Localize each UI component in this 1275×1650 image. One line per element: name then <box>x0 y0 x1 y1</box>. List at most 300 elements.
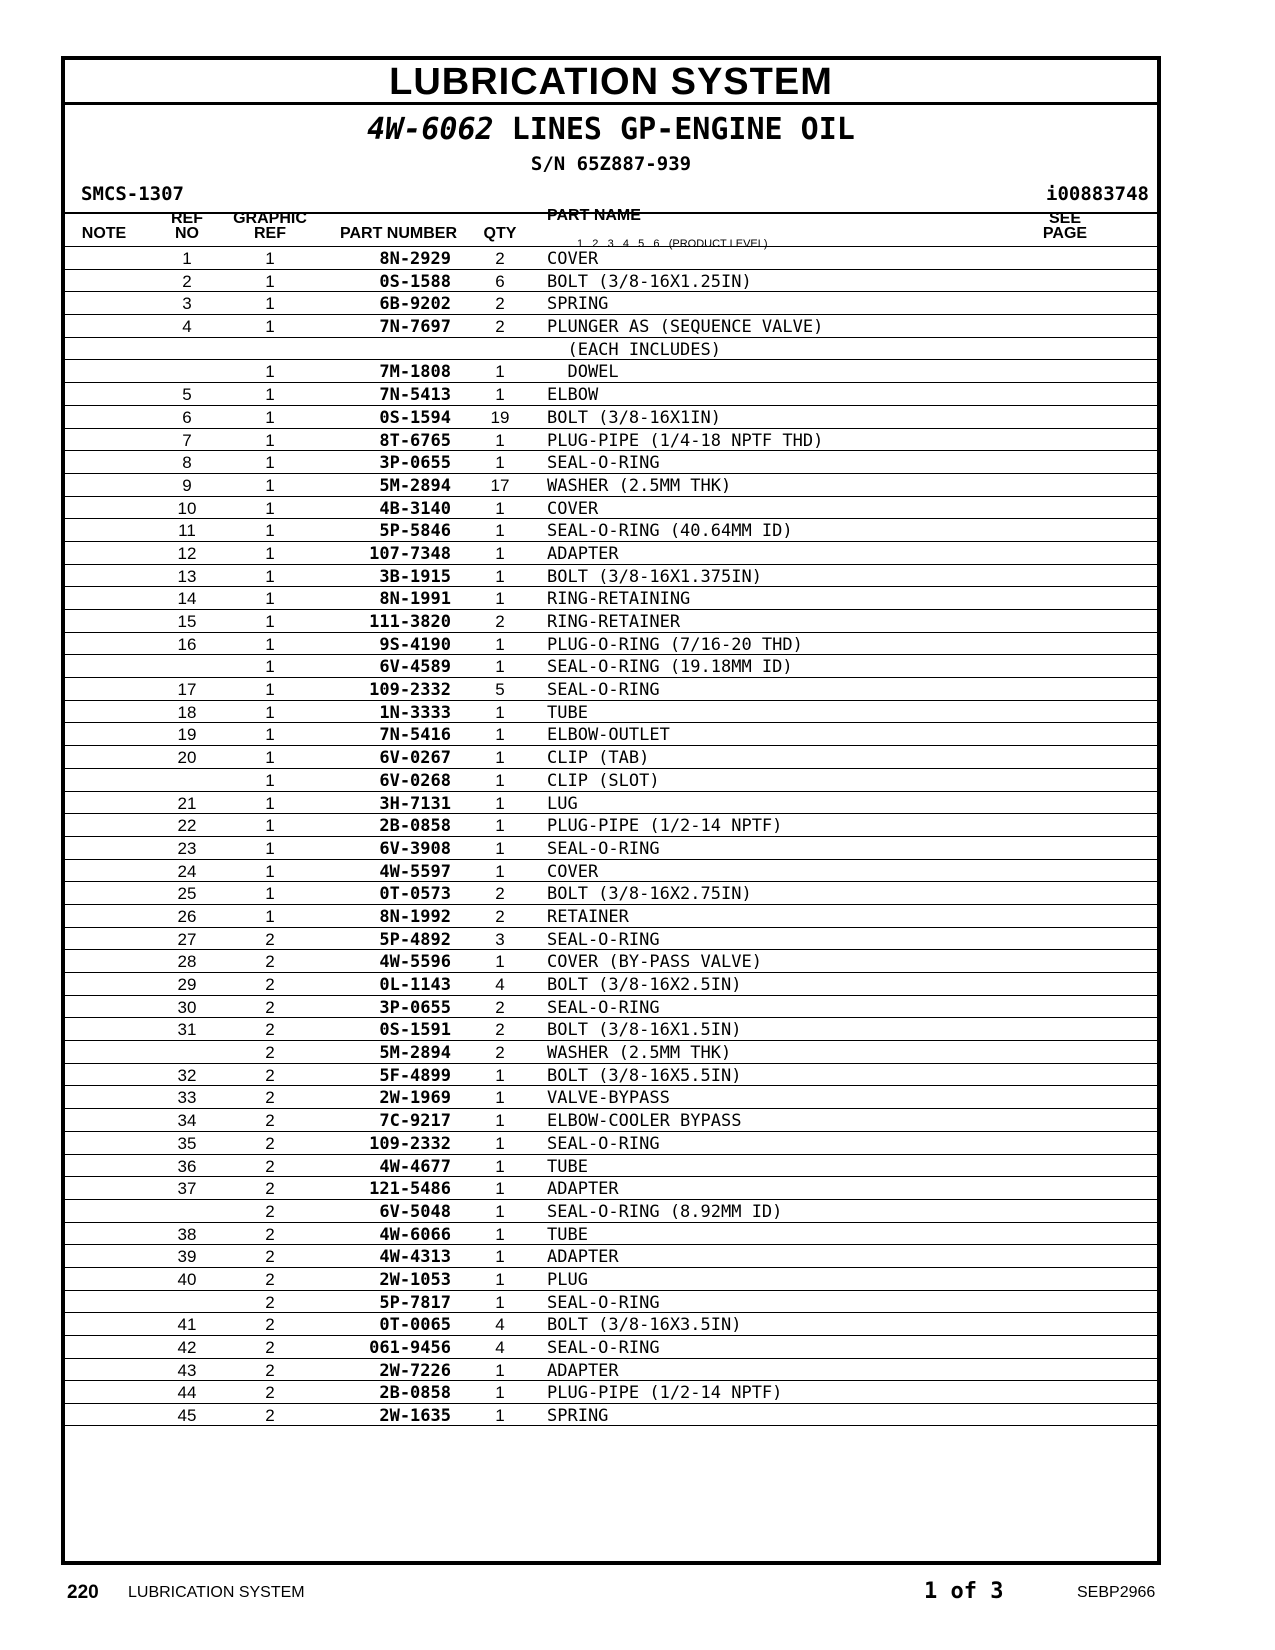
part-number-cell: 4W-6066 <box>379 1224 451 1245</box>
graphic-ref-cell: 1 <box>265 453 275 473</box>
part-number-cell: 7N-5413 <box>379 385 451 406</box>
graphic-ref-cell: 2 <box>265 1088 275 1108</box>
graphic-ref-cell: 1 <box>265 793 275 813</box>
part-number-cell: 3H-7131 <box>379 793 451 814</box>
qty-cell: 1 <box>495 453 505 473</box>
ref-no-cell: 33 <box>177 1088 197 1108</box>
table-row <box>65 1176 1157 1199</box>
part-number-cell: 3B-1915 <box>379 566 451 587</box>
col-see-page: PAGE <box>1042 225 1088 242</box>
table-row <box>65 609 1157 632</box>
ref-no-cell: 38 <box>177 1224 197 1244</box>
part-number-cell: 7M-1808 <box>379 362 451 383</box>
part-name-cell: ELBOW <box>547 385 599 406</box>
ref-no-cell: 23 <box>177 838 197 858</box>
graphic-ref-cell: 1 <box>265 521 275 541</box>
ref-no-cell: 24 <box>177 861 197 881</box>
qty-cell: 1 <box>495 657 505 677</box>
table-row <box>65 291 1157 314</box>
footer-page-of: 1 of 3 <box>924 1579 1004 1604</box>
footer-section: LUBRICATION SYSTEM <box>128 1584 305 1601</box>
table-row <box>65 1063 1157 1086</box>
qty-cell: 1 <box>495 702 505 722</box>
ref-no-cell: 27 <box>177 929 197 949</box>
col-ref: REF <box>171 210 203 227</box>
ref-no-cell: 39 <box>177 1247 197 1267</box>
table-row <box>65 518 1157 541</box>
table-row <box>65 450 1157 473</box>
graphic-ref-cell: 1 <box>265 407 275 427</box>
graphic-ref-cell: 2 <box>265 1360 275 1380</box>
ref-no-cell: 22 <box>177 816 197 836</box>
qty-cell: 1 <box>495 1201 505 1221</box>
group-title <box>65 112 1157 148</box>
ref-no-cell: 43 <box>177 1360 197 1380</box>
graphic-ref-cell: 2 <box>265 1111 275 1131</box>
qty-cell: 1 <box>495 770 505 790</box>
part-number-cell: 2W-1053 <box>379 1269 451 1290</box>
part-name-cell: ELBOW-OUTLET <box>547 725 670 746</box>
qty-cell: 1 <box>495 498 505 518</box>
graphic-ref-cell: 2 <box>265 1224 275 1244</box>
ref-no-cell: 18 <box>177 702 197 722</box>
part-number-cell: 0T-0573 <box>379 884 451 905</box>
illustration-id: i00883748 <box>1046 183 1149 205</box>
part-number-cell: 4W-5597 <box>379 861 451 882</box>
ref-no-cell: 45 <box>177 1406 197 1426</box>
qty-cell: 1 <box>495 1065 505 1085</box>
graphic-ref-cell: 1 <box>265 861 275 881</box>
part-name-cell: ADAPTER <box>547 1360 619 1381</box>
table-row <box>65 836 1157 859</box>
col-graphic: GRAPHIC <box>233 210 307 227</box>
qty-cell: 1 <box>495 589 505 609</box>
part-name-cell: SEAL-O-RING <box>547 1133 660 1154</box>
col-ref-no: NO <box>175 225 199 242</box>
table-row <box>65 473 1157 496</box>
table-row <box>65 904 1157 927</box>
table-row <box>65 1017 1157 1040</box>
graphic-ref-cell: 1 <box>265 249 275 268</box>
part-number-cell: 7N-5416 <box>379 725 451 746</box>
part-name-cell: BOLT (3/8-16X3.5IN) <box>547 1315 742 1336</box>
ref-no-cell: 8 <box>182 453 192 473</box>
ref-no-cell: 21 <box>177 793 197 813</box>
footer-page-number: 220 <box>67 1582 99 1603</box>
qty-cell: 1 <box>495 566 505 586</box>
qty-cell: 19 <box>490 407 510 427</box>
graphic-ref-cell: 1 <box>265 634 275 654</box>
part-number-cell: 8T-6765 <box>379 430 451 451</box>
part-number-cell: 2W-1969 <box>379 1088 451 1109</box>
ref-no-cell: 4 <box>182 317 192 337</box>
table-row <box>65 382 1157 405</box>
ref-no-cell: 1 <box>182 249 192 268</box>
table-row <box>65 859 1157 882</box>
graphic-ref-cell: 1 <box>265 362 275 382</box>
graphic-ref-cell: 2 <box>265 1043 275 1063</box>
qty-cell: 2 <box>495 997 505 1017</box>
part-name-cell: WASHER (2.5MM THK) <box>547 475 732 496</box>
table-row <box>65 405 1157 428</box>
table-row <box>65 1380 1157 1403</box>
graphic-ref-cell: 1 <box>265 680 275 700</box>
part-number-cell: 4W-4677 <box>379 1156 451 1177</box>
ref-no-cell: 17 <box>177 680 197 700</box>
part-number-cell: 6V-5048 <box>379 1201 451 1222</box>
part-name-cell: ADAPTER <box>547 543 619 564</box>
ref-no-cell: 6 <box>182 407 192 427</box>
part-number-cell: 2B-0858 <box>379 1383 451 1404</box>
table-row <box>65 1312 1157 1335</box>
part-name-cell: COVER <box>547 249 599 269</box>
graphic-ref-cell: 1 <box>265 816 275 836</box>
part-number-cell: 2B-0858 <box>379 816 451 837</box>
part-name-cell: BOLT (3/8-16X2.75IN) <box>547 884 752 905</box>
graphic-ref-cell: 2 <box>265 1269 275 1289</box>
table-row <box>65 496 1157 519</box>
qty-cell: 1 <box>495 1111 505 1131</box>
part-name-cell: BOLT (3/8-16X5.5IN) <box>547 1065 742 1086</box>
qty-cell: 2 <box>495 612 505 631</box>
graphic-ref-cell: 2 <box>265 1315 275 1335</box>
part-name-cell: RETAINER <box>547 906 629 927</box>
part-name-cell: LUG <box>547 793 578 814</box>
table-row <box>65 314 1157 337</box>
part-number-cell: 4W-4313 <box>379 1247 451 1268</box>
part-number-cell: 5F-4899 <box>379 1065 451 1086</box>
part-number-cell: 7N-7697 <box>379 317 451 338</box>
qty-cell: 1 <box>495 385 505 405</box>
table-row <box>65 1040 1157 1063</box>
table-row <box>65 1244 1157 1267</box>
graphic-ref-cell: 1 <box>265 702 275 722</box>
table-row <box>65 359 1157 382</box>
table-row <box>65 1267 1157 1290</box>
graphic-ref-cell: 2 <box>265 1201 275 1221</box>
part-number-cell: 6B-9202 <box>379 294 451 315</box>
qty-cell: 1 <box>495 1383 505 1403</box>
part-name-cell: DOWEL <box>547 362 619 383</box>
table-row <box>65 428 1157 451</box>
ref-no-cell: 31 <box>177 1020 197 1040</box>
part-name-cell: RING-RETAINING <box>547 589 691 610</box>
graphic-ref-cell: 2 <box>265 1133 275 1153</box>
qty-cell: 1 <box>495 362 505 382</box>
part-name-cell: TUBE <box>547 1224 588 1245</box>
part-name-cell: SEAL-O-RING <box>547 680 660 701</box>
part-number-cell: 111-3820 <box>369 612 451 632</box>
part-name-cell: BOLT (3/8-16X1IN) <box>547 407 721 428</box>
part-number-cell: 5P-5846 <box>379 521 451 542</box>
table-row <box>65 972 1157 995</box>
qty-cell: 1 <box>495 1406 505 1426</box>
graphic-ref-cell: 1 <box>265 385 275 405</box>
qty-cell: 4 <box>495 1338 505 1357</box>
ref-no-cell: 3 <box>182 294 192 314</box>
ref-no-cell: 41 <box>177 1315 197 1335</box>
part-name-cell: PLUNGER AS (SEQUENCE VALVE) <box>547 317 824 338</box>
part-number-cell: 0L-1143 <box>379 975 451 995</box>
qty-cell: 1 <box>495 521 505 541</box>
col-note: NOTE <box>81 225 127 242</box>
table-row <box>65 995 1157 1018</box>
part-name-cell: SEAL-O-RING <box>547 838 660 859</box>
ref-no-cell: 44 <box>177 1383 197 1403</box>
part-name-cell: (EACH INCLUDES) <box>547 339 721 360</box>
table-row <box>65 722 1157 745</box>
part-name-cell: ADAPTER <box>547 1179 619 1200</box>
table-row <box>65 881 1157 904</box>
table-row <box>65 791 1157 814</box>
ref-no-cell: 28 <box>177 952 197 972</box>
graphic-ref-cell: 1 <box>265 294 275 314</box>
part-number-cell: 8N-1992 <box>379 906 451 927</box>
part-number-cell: 109-2332 <box>369 1133 451 1154</box>
part-name-cell: ADAPTER <box>547 1247 619 1268</box>
part-name-cell: BOLT (3/8-16X2.5IN) <box>547 975 742 995</box>
qty-cell: 2 <box>495 1043 505 1063</box>
part-number-cell: 3P-0655 <box>379 997 451 1018</box>
part-number-cell: 8N-1991 <box>379 589 451 610</box>
table-row <box>65 813 1157 836</box>
graphic-ref-cell: 1 <box>265 475 275 495</box>
ref-no-cell: 32 <box>177 1065 197 1085</box>
part-name-cell: PLUG-PIPE (1/2-14 NPTF) <box>547 816 783 837</box>
ref-no-cell: 10 <box>177 498 197 518</box>
part-name-cell: SEAL-O-RING (19.18MM ID) <box>547 657 793 678</box>
part-number-cell: 9S-4190 <box>379 634 451 655</box>
graphic-ref-cell: 2 <box>265 952 275 972</box>
part-name-cell: CLIP (SLOT) <box>547 770 660 791</box>
table-row <box>65 927 1157 950</box>
part-number-cell: 4B-3140 <box>379 498 451 519</box>
part-number-cell: 6V-3908 <box>379 838 451 859</box>
qty-cell: 1 <box>495 952 505 972</box>
graphic-ref-cell: 1 <box>265 906 275 926</box>
footer-doc-id: SEBP2966 <box>1077 1584 1156 1601</box>
graphic-ref-cell: 1 <box>265 770 275 790</box>
part-name-cell: COVER (BY-PASS VALVE) <box>547 952 762 973</box>
qty-cell: 1 <box>495 1224 505 1244</box>
part-name-cell: WASHER (2.5MM THK) <box>547 1043 732 1064</box>
parts-table <box>65 246 1157 1426</box>
part-name-cell: TUBE <box>547 702 588 723</box>
part-name-cell: SEAL-O-RING <box>547 997 660 1018</box>
col-part-number: PART NUMBER <box>339 225 457 242</box>
graphic-ref-cell: 2 <box>265 1338 275 1357</box>
table-row <box>65 1154 1157 1177</box>
table-row <box>65 269 1157 292</box>
qty-cell: 2 <box>495 317 505 337</box>
part-name-cell: PLUG <box>547 1269 588 1290</box>
table-row <box>65 654 1157 677</box>
part-name-cell: SEAL-O-RING <box>547 453 660 474</box>
table-row <box>65 700 1157 723</box>
graphic-ref-cell: 2 <box>265 1292 275 1312</box>
graphic-ref-cell: 1 <box>265 748 275 768</box>
qty-cell: 5 <box>495 680 505 700</box>
ref-no-cell: 35 <box>177 1133 197 1153</box>
serial-range: S/N 65Z887-939 <box>530 153 692 175</box>
part-name-cell: SPRING <box>547 294 609 315</box>
graphic-ref-cell: 2 <box>265 1247 275 1267</box>
part-name-cell: CLIP (TAB) <box>547 748 650 769</box>
graphic-ref-cell: 2 <box>265 1383 275 1403</box>
table-row <box>65 632 1157 655</box>
graphic-ref-cell: 1 <box>265 589 275 609</box>
table-row <box>65 1199 1157 1222</box>
ref-no-cell: 36 <box>177 1156 197 1176</box>
part-number-cell: 121-5486 <box>369 1179 451 1200</box>
part-name-cell: COVER <box>547 861 599 882</box>
qty-cell: 1 <box>495 725 505 745</box>
qty-cell: 1 <box>495 543 505 563</box>
part-number-cell: 3P-0655 <box>379 453 451 474</box>
ref-no-cell: 26 <box>177 906 197 926</box>
part-name-cell: PLUG-PIPE (1/4-18 NPTF THD) <box>547 430 824 451</box>
qty-cell: 1 <box>495 430 505 450</box>
part-number-cell: 109-2332 <box>369 680 451 701</box>
qty-cell: 1 <box>495 1156 505 1176</box>
graphic-ref-cell: 1 <box>265 725 275 745</box>
ref-no-cell: 5 <box>182 385 192 405</box>
part-number-cell: 0S-1594 <box>379 407 451 428</box>
graphic-ref-cell: 2 <box>265 1065 275 1085</box>
graphic-ref-cell: 1 <box>265 884 275 904</box>
qty-cell: 1 <box>495 634 505 654</box>
qty-cell: 1 <box>495 1179 505 1199</box>
ref-no-cell: 29 <box>177 975 197 994</box>
part-number-cell: 1N-3333 <box>379 702 451 723</box>
col-qty: QTY <box>483 225 517 242</box>
qty-cell: 1 <box>495 1292 505 1312</box>
part-number-cell: 8N-2929 <box>379 249 451 269</box>
qty-cell: 1 <box>495 1133 505 1153</box>
ref-no-cell: 25 <box>177 884 197 904</box>
table-row <box>65 1290 1157 1313</box>
part-number-cell: 107-7348 <box>369 543 451 564</box>
smcs-code: SMCS-1307 <box>81 183 184 205</box>
part-name-cell: COVER <box>547 498 599 519</box>
qty-cell: 2 <box>495 884 505 904</box>
graphic-ref-cell: 2 <box>265 997 275 1017</box>
part-number-cell: 0S-1588 <box>379 271 451 292</box>
graphic-ref-cell: 1 <box>265 838 275 858</box>
part-name-cell: SEAL-O-RING (8.92MM ID) <box>547 1201 783 1222</box>
table-row <box>65 677 1157 700</box>
qty-cell: 1 <box>495 861 505 881</box>
table-row <box>65 246 1157 269</box>
graphic-ref-cell: 1 <box>265 430 275 450</box>
table-row <box>65 949 1157 972</box>
table-row <box>65 1085 1157 1108</box>
part-number-cell: 6V-0267 <box>379 748 451 769</box>
group-part-number: 4W-6062 <box>367 112 494 147</box>
part-number-cell: 0T-0065 <box>379 1315 451 1336</box>
qty-cell: 1 <box>495 793 505 813</box>
graphic-ref-cell: 2 <box>265 1020 275 1040</box>
ref-no-cell: 16 <box>177 634 197 654</box>
col-see: SEE <box>1048 210 1081 227</box>
ref-no-cell: 15 <box>177 612 197 631</box>
section-title: LUBRICATION SYSTEM <box>65 60 1157 105</box>
graphic-ref-cell: 2 <box>265 1179 275 1199</box>
ref-no-cell: 20 <box>177 748 197 768</box>
parts-list-frame <box>61 56 1161 1565</box>
table-row <box>65 337 1157 360</box>
ref-no-cell: 11 <box>178 521 196 541</box>
ref-no-cell: 42 <box>177 1338 197 1357</box>
table-row <box>65 1108 1157 1131</box>
table-row <box>65 1335 1157 1358</box>
part-number-cell: 2W-1635 <box>379 1406 451 1427</box>
graphic-ref-cell: 1 <box>265 271 275 291</box>
part-name-cell: TUBE <box>547 1156 588 1177</box>
table-row <box>65 1131 1157 1154</box>
group-name: LINES GP-ENGINE OIL <box>511 112 855 147</box>
table-row <box>65 541 1157 564</box>
part-name-cell: SEAL-O-RING (40.64MM ID) <box>547 521 793 542</box>
part-name-cell: SPRING <box>547 1406 609 1427</box>
ref-no-cell: 37 <box>177 1179 197 1199</box>
part-number-cell: 2W-7226 <box>379 1360 451 1381</box>
qty-cell: 4 <box>495 1315 505 1335</box>
ref-no-cell: 30 <box>177 997 197 1017</box>
qty-cell: 1 <box>495 1247 505 1267</box>
ref-no-cell: 9 <box>182 475 192 495</box>
graphic-ref-cell: 1 <box>265 566 275 586</box>
part-number-cell: 6V-0268 <box>379 770 451 791</box>
graphic-ref-cell: 2 <box>265 975 275 994</box>
qty-cell: 1 <box>495 748 505 768</box>
product-levels: 1 2 3 4 5 6 (PRODUCT LEVEL) <box>577 238 768 250</box>
graphic-ref-cell: 1 <box>265 612 275 631</box>
part-number-cell: 6V-4589 <box>379 657 451 678</box>
table-row <box>65 1403 1157 1426</box>
part-name-cell: BOLT (3/8-16X1.5IN) <box>547 1020 742 1041</box>
qty-cell: 1 <box>495 1088 505 1108</box>
graphic-ref-cell: 1 <box>265 543 275 563</box>
graphic-ref-cell: 2 <box>265 1406 275 1426</box>
table-row <box>65 745 1157 768</box>
table-row <box>65 1358 1157 1381</box>
ref-no-cell: 34 <box>177 1111 197 1131</box>
qty-cell: 1 <box>495 838 505 858</box>
ref-no-cell: 19 <box>177 725 197 745</box>
graphic-ref-cell: 2 <box>265 929 275 949</box>
qty-cell: 17 <box>490 475 510 495</box>
ref-no-cell: 2 <box>182 271 192 291</box>
graphic-ref-cell: 1 <box>265 498 275 518</box>
part-name-cell: PLUG-PIPE (1/2-14 NPTF) <box>547 1383 783 1404</box>
part-name-cell: BOLT (3/8-16X1.25IN) <box>547 271 752 292</box>
qty-cell: 4 <box>495 975 505 994</box>
part-name-cell: SEAL-O-RING <box>547 1292 660 1313</box>
part-number-cell: 5M-2894 <box>379 475 451 496</box>
qty-cell: 3 <box>495 929 505 949</box>
part-number-cell: 4W-5596 <box>379 952 451 973</box>
ref-no-cell: 40 <box>177 1269 197 1289</box>
part-number-cell: 5P-4892 <box>379 929 451 950</box>
part-number-cell: 061-9456 <box>369 1338 451 1358</box>
part-number-cell: 7C-9217 <box>379 1111 451 1132</box>
table-row <box>65 564 1157 587</box>
graphic-ref-cell: 1 <box>265 317 275 337</box>
part-name-cell: SEAL-O-RING <box>547 929 660 950</box>
table-row <box>65 768 1157 791</box>
qty-cell: 2 <box>495 294 505 314</box>
